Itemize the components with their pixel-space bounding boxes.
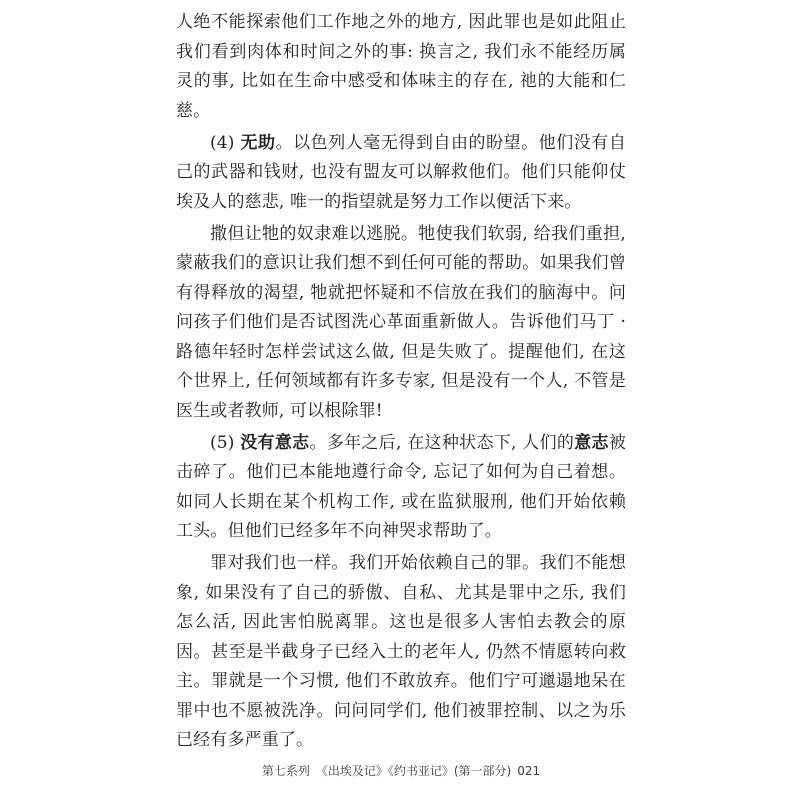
paragraph-text: 被击碎了。他们已本能地遵行命令, 忘记了如何为自己着想。如同人长期在某个机构工作, 或在监狱服刑, 他们开始依赖工头。但他们已经多年不向神哭求帮助了。 — [176, 432, 626, 541]
paragraph-text: 人绝不能探索他们工作地之外的地方, 因此罪也是如此阻止我们看到肉体和时间之外的事: 换言之, 我们永不能经历属灵的事, 比如在生命中感受和体味主的存在, 祂的大能和仁慈。 — [176, 12, 626, 121]
paragraph — [176, 129, 626, 218]
paragraph-text: (4) — [210, 132, 241, 153]
footer-part: (第一部分) — [453, 764, 512, 778]
footer-series: 第七系列 — [261, 764, 310, 778]
paragraph-text: (5) — [210, 432, 241, 453]
page-number: 021 — [517, 764, 541, 778]
page-footer — [176, 762, 626, 779]
document-page — [176, 8, 626, 792]
paragraph — [176, 8, 626, 126]
paragraph-text: 。多年之后, 在这种状态下, 人们的 — [309, 432, 575, 453]
paragraph — [176, 220, 626, 427]
paragraph-text: 。以色列人毫无得到自由的盼望。他们没有自己的武器和钱财, 也没有盟友可以解救他们。他们只能仰仗埃及人的慈悲, 唯一的指望就是努力工作以便活下来。 — [176, 132, 626, 212]
footer-book-joshua: 《约书亚记》 — [387, 764, 454, 778]
paragraph — [176, 549, 626, 756]
paragraph — [176, 429, 626, 547]
bold-term: 无助 — [240, 132, 276, 153]
paragraph-text: 罪对我们也一样。我们开始依赖自己的罪。我们不能想象, 如果没有了自己的骄傲、自私、尤其是罪中之乐, 我们怎么活, 因此害怕脱离罪。这也是很多人害怕去教会的原因。甚至是半截身子已经入土的老年人, 仍然不情愿转向救主。罪就是一个习惯, 他们不敢放弃。他们宁可邋遢地呆在罪中也不愿被洗净。问问同学们, 他们被罪控制、以之为乐已经有多严重了。 — [176, 553, 626, 750]
bold-term: 意志 — [574, 432, 609, 453]
bold-term: 没有意志 — [240, 432, 310, 453]
footer-book-exodus: 《出埃及记》 — [315, 764, 388, 778]
paragraph-text: 撒但让牠的奴隶难以逃脱。牠使我们软弱, 给我们重担, 蒙蔽我们的意识让我们想不到任何可能的帮助。如果我们曾有得释放的渴望, 牠就把怀疑和不信放在我们的脑海中。问问孩子们他们是否试图洗心革面重新做人。告诉他们马丁 · 路德年轻时怎样尝试这么做, 但是失败了。提醒他们, 在这个世界上, 任何领域都有许多专家, 但是没有一个人, 不管是医生或者教师, 可以根除罪! — [176, 223, 626, 421]
body-text — [176, 8, 626, 756]
